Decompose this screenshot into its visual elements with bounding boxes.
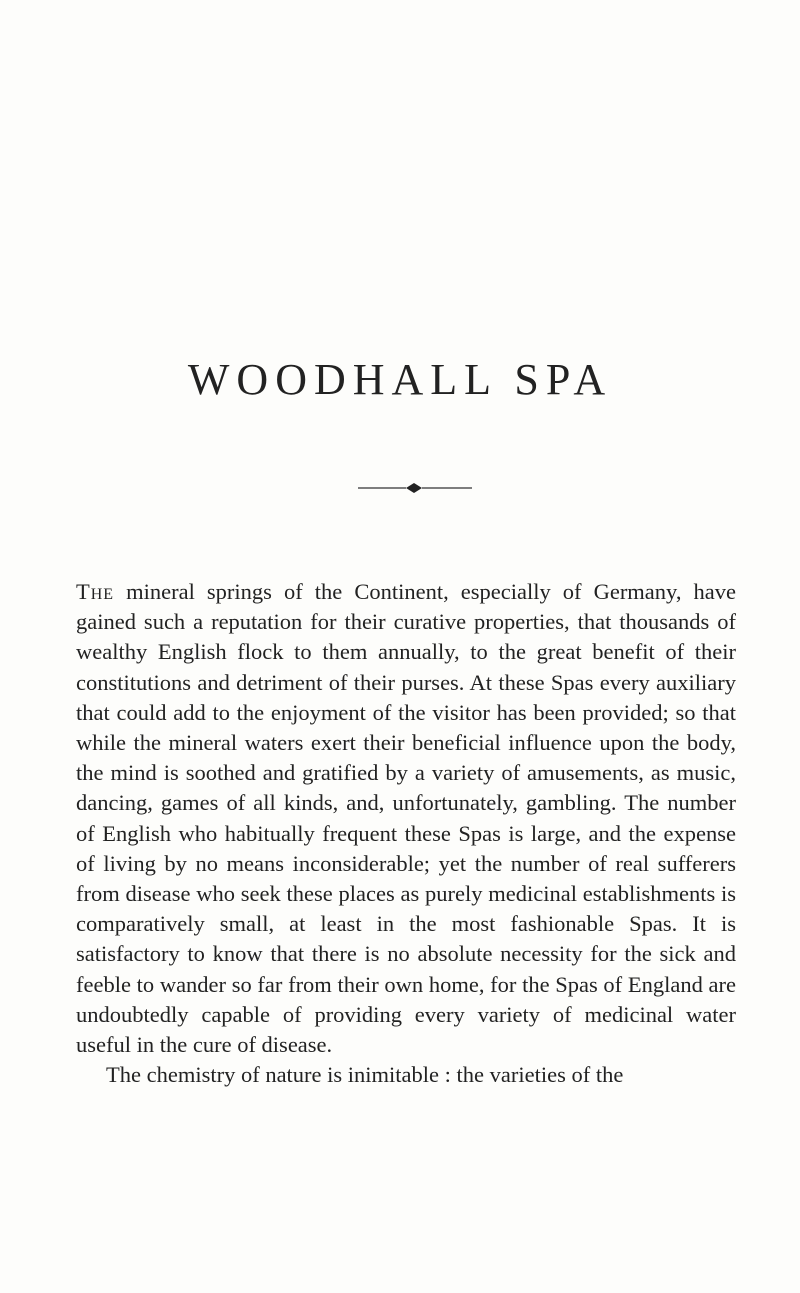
lead-word: The — [76, 579, 115, 604]
paragraph — [76, 577, 736, 1060]
paragraph-text: mineral springs of the Continent, especially of Germany, have gained such a reputation for their curative properties, that thousands of wealthy English flock to them annually, to the great benefit of their constitutions and detriment of their purses. At these Spas every auxiliary that could add to the enjoyment of the visitor has been provided; so that while the mineral waters exert their beneficial influence upon the body, the mind is soothed and gratified by a variety of amusements, as music, dancing, games of all kinds, and, unfortunately, gambling. The number of English who habitually frequent these Spas is large, and the expense of living by no means inconsiderable; yet the number of real sufferers from disease who seek these places as purely medicinal establishments is comparatively small, at least in the most fashionable Spas. It is satisfactory to know that there is no absolute necessity for the sick and feeble to wander so far from their own home, for the Spas of England are undoubtedly capable of providing every variety of medicinal water useful in the cure of disease. — [76, 579, 736, 1058]
ornament-divider — [358, 480, 472, 496]
paragraph: The chemistry of nature is inimitable : the varieties of the — [106, 1062, 624, 1088]
body-text — [76, 577, 736, 1090]
page-title: WOODHALL SPA — [187, 355, 613, 404]
